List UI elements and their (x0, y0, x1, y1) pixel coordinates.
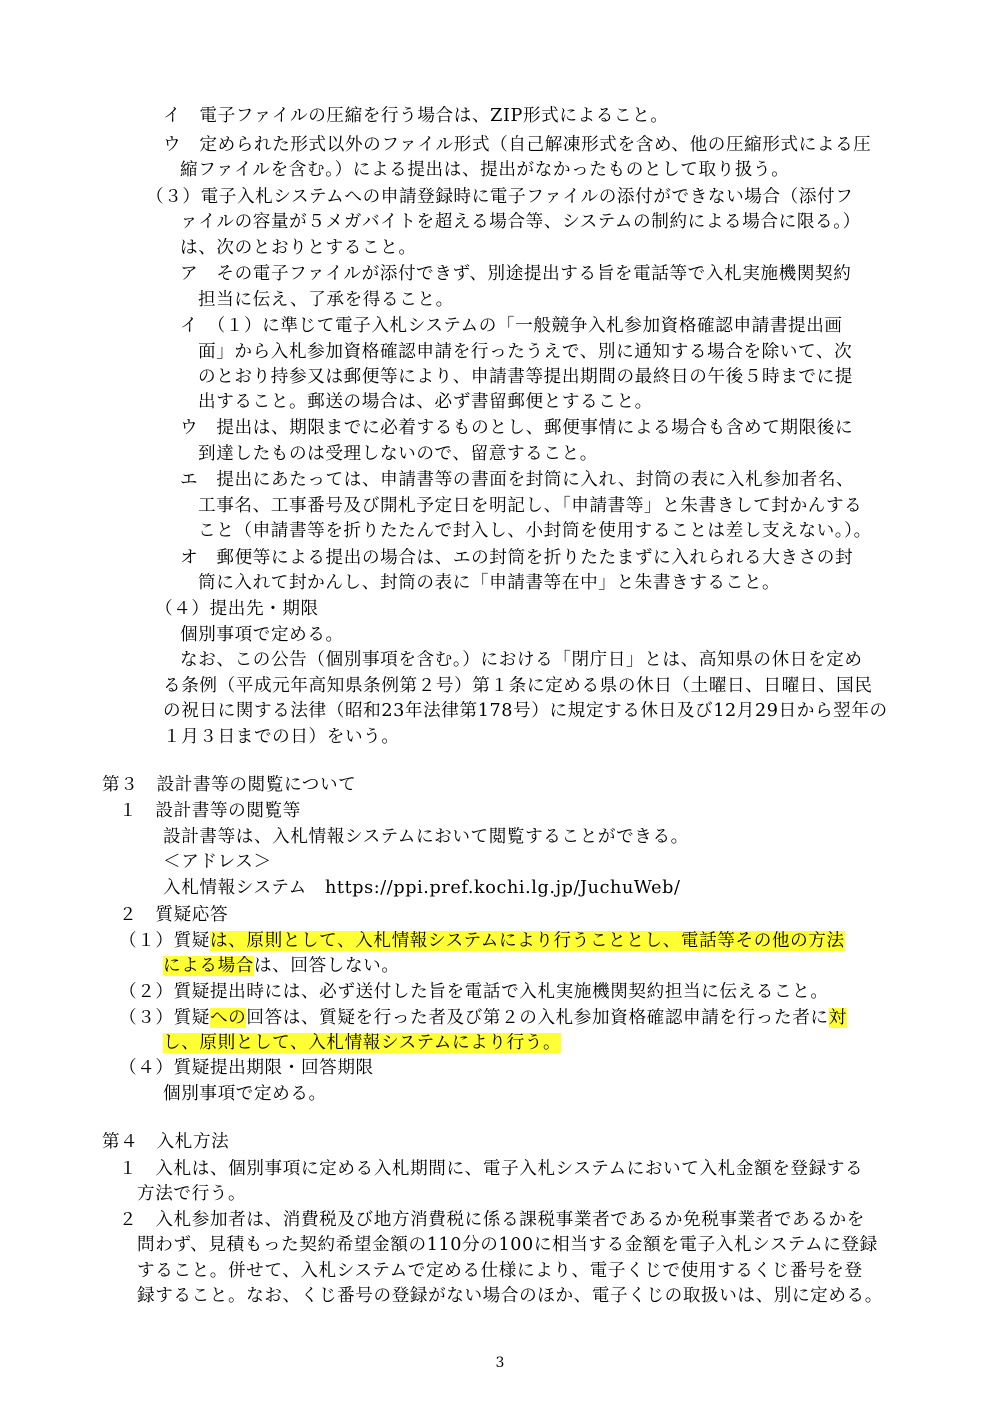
highlighted-text: 対 (828, 1008, 847, 1028)
highlighted-text: への (209, 1008, 247, 1028)
text-line (119, 929, 845, 953)
text-line: 個別事項で定める。 (180, 625, 344, 645)
text-line: は、次のとおりとすること。 (180, 238, 417, 258)
text-line: こと（申請書等を折りたたんで封入し、小封筒を使用することは差し支えない。）。 (198, 521, 872, 541)
text-line: る条例（平成元年高知県条例第２号）第１条に定める県の休日（土曜日、日曜日、国民 (163, 676, 873, 696)
subsection-heading: １ 設計書等の閲覧等 (119, 801, 301, 821)
text-line: すること。併せて、入札システムで定める仕様により、電子くじで使用するくじ番号を登 (137, 1261, 863, 1281)
text-line: （２）質疑提出時には、必ず送付した旨を電話で入札実施機関契約担当に伝えること。 (119, 982, 829, 1002)
text-line: のとおり持参又は郵便等により、申請書等提出期間の最終日の午後５時までに提 (198, 367, 853, 387)
text-line: １ 入札は、個別事項に定める入札期間に、電子入札システムにおいて入札金額を登録する (119, 1159, 864, 1179)
text-line: エ 提出にあたっては、申請書等の書面を封筒に入れ、封筒の表に入札参加者名、 (180, 470, 855, 490)
section-heading: 第３ 設計書等の閲覧について (102, 775, 357, 795)
text-line (163, 954, 400, 978)
text-line: 問わず、見積もった契約希望金額の110分の100に相当する金額を電子入札システムに登録 (137, 1235, 878, 1255)
text-fragment: は、回答しない。 (253, 956, 400, 976)
highlighted-text: し、原則として、入札情報システムにより行う。 (163, 1033, 562, 1053)
text-fragment: （３）質疑 (119, 1008, 210, 1028)
text-line: ウ 提出は、期限までに必着するものとし、郵便事情による場合も含めて期限後に (180, 418, 854, 438)
section-heading: 第４ 入札方法 (102, 1132, 230, 1152)
text-fragment: 回答は、質疑を行った者及び第２の入札参加資格確認申請を行った者に (246, 1008, 829, 1028)
text-line: 担当に伝え、了承を得ること。 (198, 290, 454, 310)
text-line: 録すること。なお、くじ番号の登録がない場合のほか、電子くじの取扱いは、別に定める。 (137, 1286, 883, 1306)
page-number: 3 (495, 1355, 505, 1371)
text-line: 縮ファイルを含む。）による提出は、提出がなかったものとして取り扱う。 (180, 160, 790, 180)
highlighted-text: による場合 (163, 956, 254, 976)
address-label: ＜アドレス＞ (163, 852, 272, 872)
text-line: １月３日までの日）をいう。 (163, 727, 400, 747)
text-line: ァイルの容量が５メガバイトを超える場合等、システムの制約による場合に限る。） (180, 212, 861, 232)
text-line (119, 1006, 847, 1030)
text-line: ア その電子ファイルが添付できず、別途提出する旨を電話等で入札実施機関契約 (180, 264, 852, 284)
text-line: （４）提出先・期限 (155, 599, 319, 619)
text-line: ウ 定められた形式以外のファイル形式（自己解凍形式を含め、他の圧縮形式による圧 (163, 135, 872, 155)
text-fragment: （１）質疑 (119, 931, 210, 951)
text-line: 個別事項で定める。 (163, 1084, 327, 1104)
text-line: （４）質疑提出期限・回答期限 (119, 1058, 374, 1078)
text-line: 設計書等は、入札情報システムにおいて閲覧することができる。 (163, 827, 689, 847)
text-line: なお、この公告（個別事項を含む。）における「閉庁日」とは、高知県の休日を定め (180, 650, 863, 670)
text-line: ２ 入札参加者は、消費税及び地方消費税に係る課税事業者であるか免税事業者であるかを (119, 1210, 865, 1230)
text-line: 筒に入れて封かんし、封筒の表に「申請書等在中」と朱書きすること。 (198, 573, 781, 593)
text-line: 到達したものは受理しないので、留意すること。 (198, 444, 598, 464)
text-line: イ （１）に準じて電子入札システムの「一般競争入札参加資格確認申請書提出画 (180, 316, 843, 336)
text-line: オ 郵便等による提出の場合は、エの封筒を折りたたまずに入れられる大きさの封 (180, 548, 854, 568)
url-line: 入札情報システム https://ppi.pref.kochi.lg.jp/JuchuWeb/ (163, 878, 681, 898)
text-line: 面」から入札参加資格確認申請を行ったうえで、別に通知する場合を除いて、次 (198, 342, 853, 362)
text-line: 方法で行う。 (137, 1184, 247, 1204)
subsection-heading: ２ 質疑応答 (119, 905, 229, 925)
highlighted-text: は、原則として、入札情報システムにより行うこととし、電話等その他の方法 (209, 931, 845, 951)
text-line (163, 1031, 561, 1055)
text-line: の祝日に関する法律（昭和23年法律第178号）に規定する休日及び12月29日から翌年の (163, 701, 888, 721)
text-line: 出すること。郵送の場合は、必ず書留郵便とすること。 (198, 392, 653, 412)
text-line: 工事名、工事番号及び開札予定日を明記し、「申請書等」と朱書きして封かんする (198, 496, 863, 516)
text-line: （３）電子入札システムへの申請登録時に電子ファイルの添付ができない場合（添付フ (146, 187, 854, 207)
text-line: イ 電子ファイルの圧縮を行う場合は、ZIP形式によること。 (163, 106, 669, 126)
